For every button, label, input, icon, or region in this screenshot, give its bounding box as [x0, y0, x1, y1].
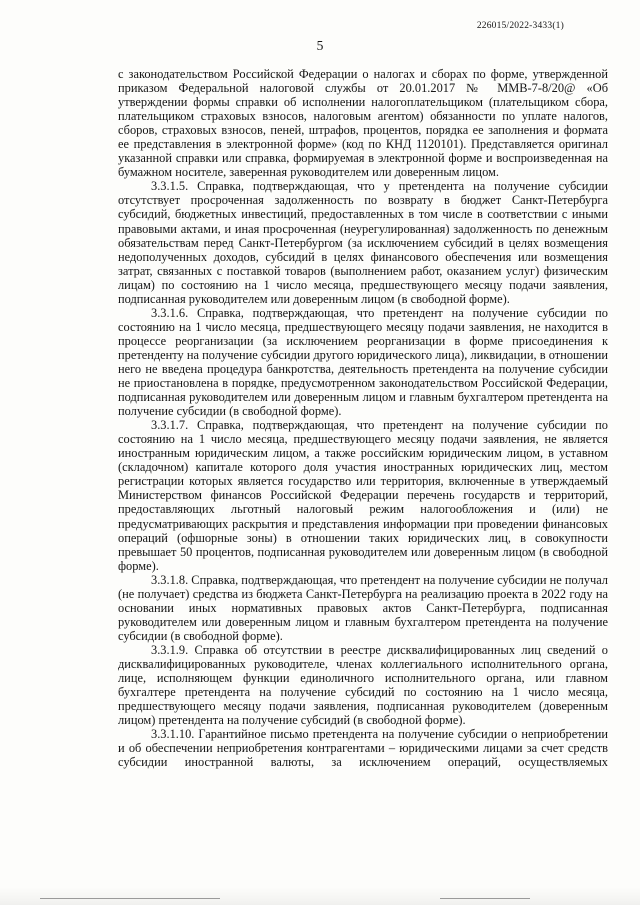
page-number: 5 — [316, 38, 324, 53]
paragraph-3-3-1-9: 3.3.1.9. Справка об отсутствии в реестре дисквалифицированных лиц сведений о дисквалифицированных руководителе, членах коллегиального исполнительного органа, лице, исполняющем функции единоличного исполнительного органа, или главном бухгалтере претендента на получение субсидий по состоянию на 1 число месяца, предшествующего месяцу подачи заявления, подписанная руководителем (доверенным лицом) претендента на получение субсидий (в свободной форме). — [118, 642, 608, 728]
paragraph-3-3-1-5: 3.3.1.5. Справка, подтверждающая, что у претендента на получение субсидии отсутствует просроченная задолженность по возврату в бюджет Санкт-Петербурга субсидий, бюджетных инвестиций, предоставленных в том числе в соответствии с иными правовыми актами, и иная просроченная (неурегулированная) задолженность по денежным обязательствам перед Санкт-Петербургом (за исключением субсидий в целях возмещения недополученных доходов, субсидий в целях финансового обеспечения или возмещения затрат, связанных с поставкой товаров (выполнением работ, оказанием услуг) физическим лицам) по состоянию на 1 число месяца, предшествующего месяцу подачи заявления, подписанная руководителем или доверенным лицом (в свободной форме). — [118, 179, 608, 306]
scan-artifact-line — [40, 898, 220, 899]
document-registration-number: 226015/2022-3433(1) — [476, 21, 564, 31]
scan-artifact-line — [440, 898, 530, 899]
paragraph-3-3-1-6: 3.3.1.6. Справка, подтверждающая, что претендент на получение субсидии по состоянию на 1 число месяца, предшествующего месяцу подачи заявления, не находится в процессе реорганизации (за исключением реорганизации в форме присоединения к претенденту на получение субсидии другого юридического лица), ликвидации, в отношении него не введена процедура банкротства, деятельность претендента на получение субсидии не приостановлена в порядке, предусмотренном законодательством Российской Федерации, подписанная руководителем или доверенным лицом и главным бухгалтером претендента на получение субсидии (в свободной форме). — [118, 305, 608, 419]
paragraph-3-3-1-7: 3.3.1.7. Справка, подтверждающая, что претендент на получение субсидии по состоянию на 1 число месяца, предшествующего месяцу подачи заявления, не является иностранным юридическим лицом, а также российским юридическим лицом, в уставном (складочном) капитале которого доля участия иностранных юридических лиц, местом регистрации которых является государство или территория, включенные в утверждаемый Министерством финансов Российской Федерации перечень государств и территорий, предоставляющих льготный налоговый режим налогообложения и (или) не предусматривающих раскрытия и представления информации при проведении финансовых операций (офшорные зоны) в отношении таких юридических лиц, в совокупности превышает 50 процентов, подписанная руководителем или доверенным лицом (в свободной форме). — [118, 418, 608, 573]
paragraph-3-3-1-10: 3.3.1.10. Гарантийное письмо претендента на получение субсидии о неприобретении и об обеспечении неприобретения контрагентами – юридическими лицами за счет средств субсидии иностранной валюты, за исключением операций, осуществляемых — [118, 727, 608, 770]
paragraph-continuation: с законодательством Российской Федерации о налогах и сборах по форме, утвержденной приказом Федеральной налоговой службы от 20.01.2017 № ММВ-7-8/20@ «Об утверждении формы справки об исполнении налогоплательщиком (плательщиком сбора, плательщиком страховых взносов, налоговым агентом) обязанности по уплате налогов, сборов, страховых взносов, пеней, штрафов, процентов, порядка ее заполнения и формата ее представления в электронной форме» (код по КНД 1120101). Представляется оригинал указанной справки или справка, формируемая в электронной форме и воспроизведенная на бумажном носителе, заверенная руководителем или доверенным лицом. — [118, 67, 608, 180]
paragraph-3-3-1-8: 3.3.1.8. Справка, подтверждающая, что претендент на получение субсидии не получал (не получает) средства из бюджета Санкт-Петербурга на реализацию проекта в 2022 году на основании иных нормативных правовых актов Санкт-Петербурга, подписанная руководителем или доверенным лицом и главным бухгалтером претендента на получение субсидии (в свободной форме). — [118, 572, 608, 643]
scan-bottom-edge — [0, 887, 640, 905]
document-body — [118, 67, 608, 769]
